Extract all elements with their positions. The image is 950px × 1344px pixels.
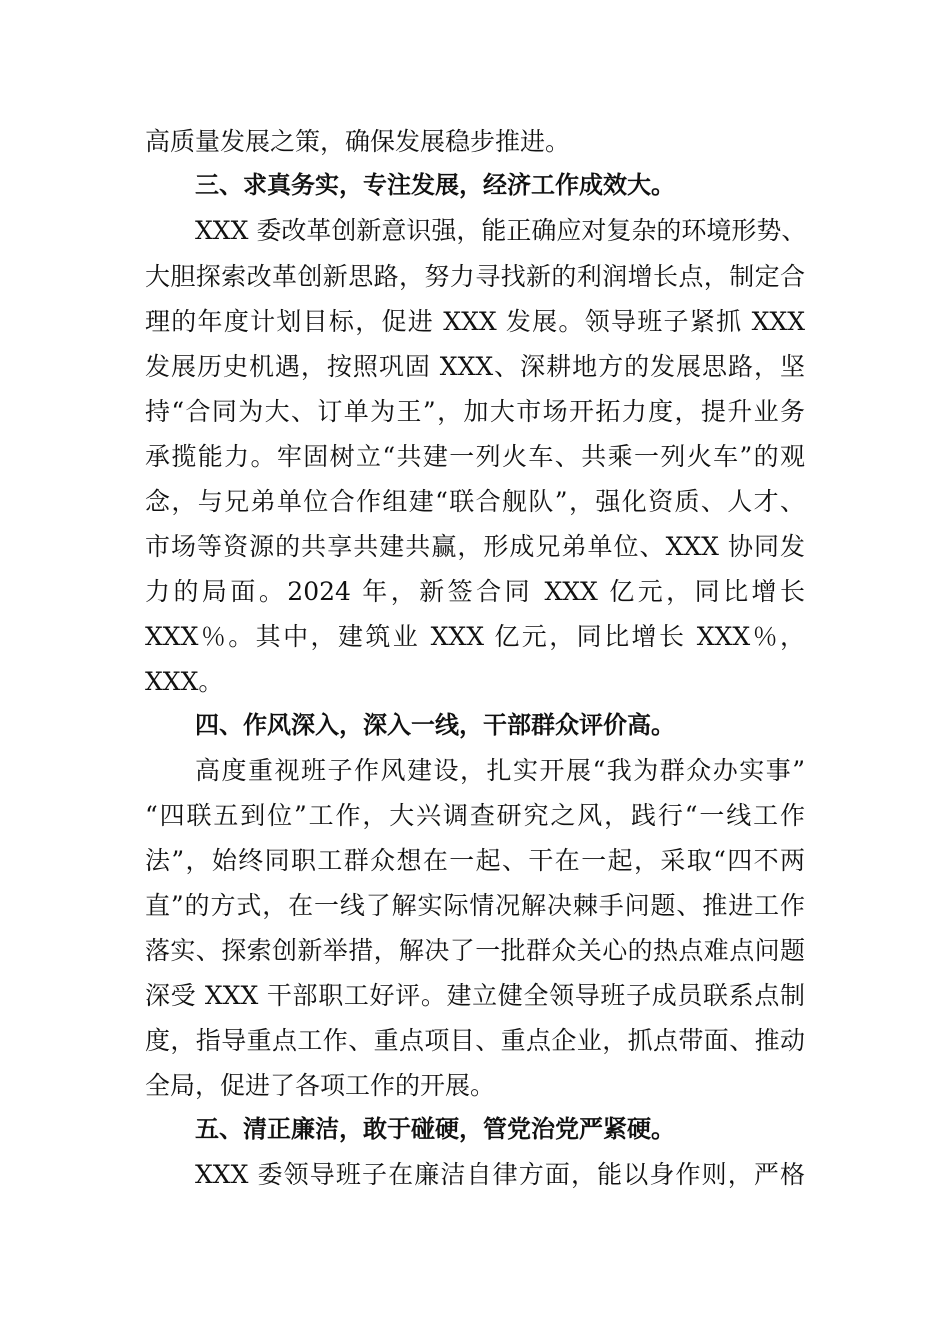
body-text-line: 承揽能力。牢固树立“共建一列火车、共乘一列火车”的观 [145, 442, 805, 471]
body-text-line: XXX 委改革创新意识强，能正确应对复杂的环境形势、 [195, 216, 807, 245]
body-text-line: 全局，促进了各项工作的开展。 [145, 1071, 496, 1100]
body-text-line: 高质量发展之策，确保发展稳步推进。 [145, 127, 571, 156]
body-text-line: 深受 XXX 干部职工好评。建立健全领导班子成员联系点制 [145, 981, 805, 1010]
body-text-line: XXX％。其中，建筑业 XXX 亿元，同比增长 XXX％， [145, 622, 805, 651]
body-text-line: 念，与兄弟单位合作组建“联合舰队”，强化资质、人才、 [145, 487, 805, 516]
section-heading-4: 四、作风深入，深入一线，干部群众评价高。 [195, 711, 675, 739]
body-text-line: 直”的方式，在一线了解实际情况解决棘手问题、推进工作 [145, 891, 805, 920]
body-text-line: XXX。 [145, 667, 224, 696]
body-text-line: 理的年度计划目标，促进 XXX 发展。领导班子紧抓 XXX [145, 307, 805, 336]
body-text-line: 发展历史机遇，按照巩固 XXX、深耕地方的发展思路，坚 [145, 352, 805, 381]
section-heading-5: 五、清正廉洁，敢于碰硬，管党治党严紧硬。 [195, 1115, 675, 1143]
body-text-line: 持“合同为大、订单为王”，加大市场开拓力度，提升业务 [145, 397, 805, 426]
body-text-line: XXX 委领导班子在廉洁自律方面，能以身作则，严格 [195, 1160, 805, 1189]
body-text-line: 力的局面。2024 年，新签合同 XXX 亿元，同比增长 [145, 577, 805, 606]
body-text-line: 落实、探索创新举措，解决了一批群众关心的热点难点问题 [145, 936, 805, 965]
body-text-line: 大胆探索改革创新思路，努力寻找新的利润增长点，制定合 [145, 262, 805, 291]
body-text-line: “四联五到位”工作，大兴调查研究之风，践行“一线工作 [145, 801, 805, 830]
section-heading-3: 三、求真务实，专注发展，经济工作成效大。 [195, 171, 675, 199]
body-text-line: 高度重视班子作风建设，扎实开展“我为群众办实事” [195, 756, 805, 785]
body-text-line: 法”，始终同职工群众想在一起、干在一起，采取“四不两 [145, 846, 805, 875]
body-text-line: 度，指导重点工作、重点项目、重点企业，抓点带面、推动 [145, 1026, 805, 1055]
body-text-line: 市场等资源的共享共建共赢，形成兄弟单位、XXX 协同发 [145, 532, 805, 561]
